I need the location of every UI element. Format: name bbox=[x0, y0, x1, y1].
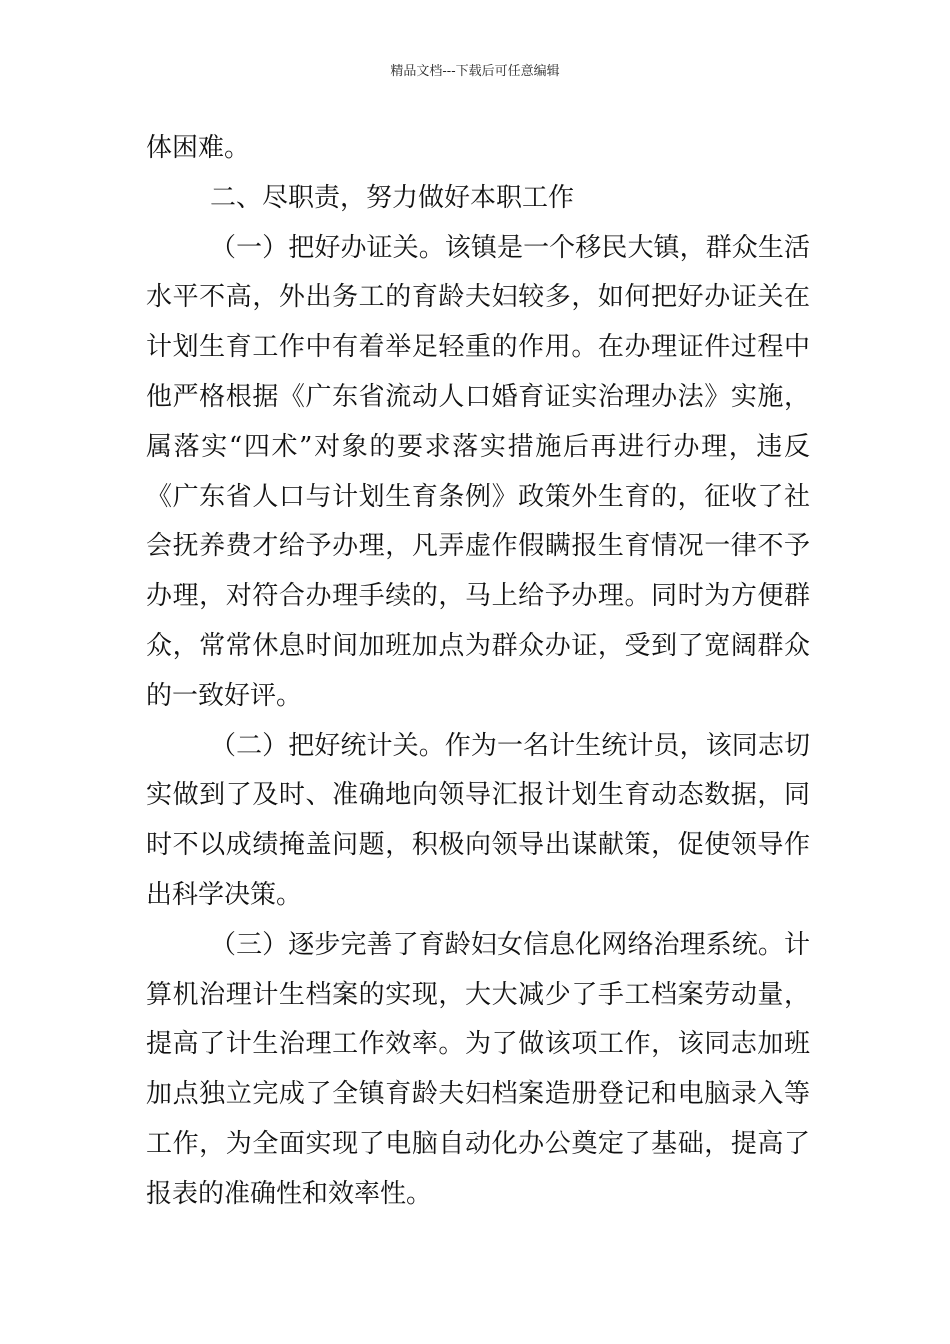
paragraph-continuation: 体困难。 bbox=[146, 133, 251, 163]
section-heading: 二、尽职责，努力做好本职工作 bbox=[210, 182, 575, 213]
page-header: 精品文档---下载后可任意编辑 bbox=[390, 64, 560, 79]
paragraph-item-3: （三）逐步完善了育龄妇女信息化网络治理系统。计算机治理计生档案的实现，大大减少了手工档案劳动量，提高了计生治理工作效率。为了做该项工作，该同志加班加点独立完成了全镇育龄夫妇档案造册登记和电脑录入等工作，为全面实现了电脑自动化办公奠定了基础，提高了报表的准确性和效率性。 bbox=[146, 929, 810, 1209]
paragraph-item-1: （一）把好办证关。该镇是一个移民大镇，群众生活水平不高，外出务工的育龄夫妇较多，如何把好办证关在计划生育工作中有着举足轻重的作用。在办理证件过程中他严格根据《广东省流动人口婚育证实治理办法》实施，属落实“四术”对象的要求落实措施后再进行办理，违反《广东省人口与计划生育条例》政策外生育的，征收了社会抚养费才给予办理，凡弄虚作假瞒报生育情况一律不予办理，对符合办理手续的，马上给予办理。同时为方便群众，常常休息时间加班加点为群众办证，受到了宽阔群众的一致好评。 bbox=[146, 232, 810, 711]
paragraph-item-2: （二）把好统计关。作为一名计生统计员，该同志切实做到了及时、准确地向领导汇报计划生育动态数据，同时不以成绩掩盖问题，积极向领导出谋献策，促使领导作出科学决策。 bbox=[146, 730, 810, 910]
document-body bbox=[146, 124, 810, 1220]
